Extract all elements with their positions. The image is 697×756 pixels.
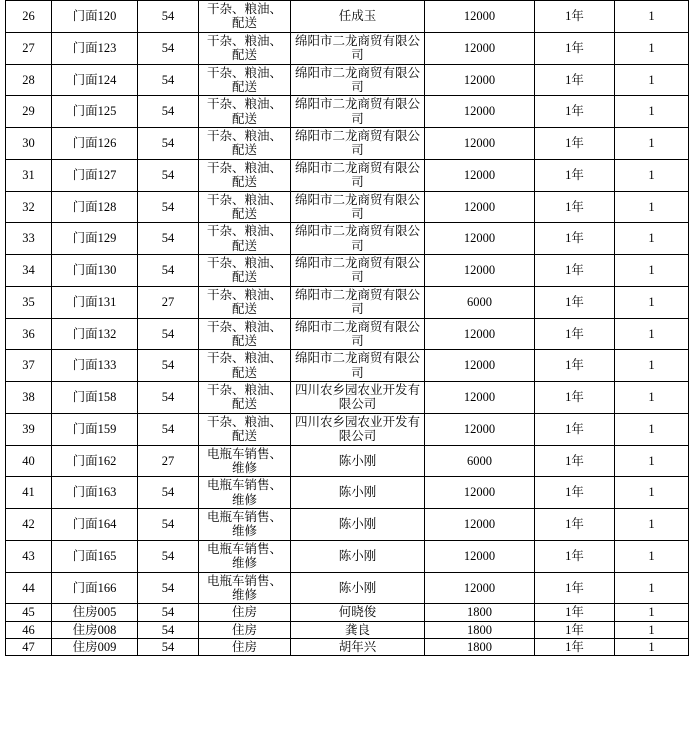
cell-idx: 39 — [6, 413, 52, 445]
table-row — [6, 286, 689, 318]
cell-usage: 干杂、粮油、配送 — [199, 128, 291, 160]
cell-tenant: 绵阳市二龙商贸有限公司 — [291, 32, 425, 64]
cell-idx: 34 — [6, 255, 52, 287]
cell-money: 12000 — [425, 572, 535, 604]
table-row — [6, 96, 689, 128]
cell-idx: 31 — [6, 159, 52, 191]
cell-tenant: 四川农乡园农业开发有限公司 — [291, 413, 425, 445]
cell-money: 12000 — [425, 318, 535, 350]
cell-term: 1年 — [535, 350, 615, 382]
cell-area: 54 — [138, 1, 199, 33]
cell-area: 54 — [138, 223, 199, 255]
cell-term: 1年 — [535, 159, 615, 191]
cell-money: 12000 — [425, 540, 535, 572]
cell-idx: 26 — [6, 1, 52, 33]
cell-usage: 干杂、粮油、配送 — [199, 96, 291, 128]
cell-count: 1 — [615, 477, 689, 509]
cell-name: 门面166 — [52, 572, 138, 604]
cell-count: 1 — [615, 445, 689, 477]
table-row — [6, 32, 689, 64]
cell-name: 门面159 — [52, 413, 138, 445]
cell-area: 54 — [138, 96, 199, 128]
cell-idx: 46 — [6, 621, 52, 638]
cell-idx: 45 — [6, 604, 52, 621]
cell-money: 12000 — [425, 382, 535, 414]
cell-money: 1800 — [425, 639, 535, 656]
cell-area: 54 — [138, 477, 199, 509]
cell-count: 1 — [615, 286, 689, 318]
cell-area: 54 — [138, 382, 199, 414]
cell-money: 12000 — [425, 1, 535, 33]
cell-usage: 电瓶车销售、维修 — [199, 509, 291, 541]
cell-term: 1年 — [535, 621, 615, 638]
cell-tenant: 陈小刚 — [291, 540, 425, 572]
cell-name: 门面131 — [52, 286, 138, 318]
cell-area: 54 — [138, 621, 199, 638]
cell-count: 1 — [615, 223, 689, 255]
table-row — [6, 639, 689, 656]
cell-count: 1 — [615, 413, 689, 445]
cell-area: 54 — [138, 318, 199, 350]
cell-usage: 电瓶车销售、维修 — [199, 572, 291, 604]
cell-money: 12000 — [425, 413, 535, 445]
cell-idx: 38 — [6, 382, 52, 414]
cell-area: 54 — [138, 509, 199, 541]
cell-money: 12000 — [425, 223, 535, 255]
cell-count: 1 — [615, 1, 689, 33]
cell-idx: 27 — [6, 32, 52, 64]
cell-area: 54 — [138, 255, 199, 287]
cell-usage: 干杂、粮油、配送 — [199, 382, 291, 414]
cell-name: 门面128 — [52, 191, 138, 223]
cell-idx: 28 — [6, 64, 52, 96]
cell-money: 12000 — [425, 477, 535, 509]
cell-area: 54 — [138, 639, 199, 656]
cell-money: 12000 — [425, 191, 535, 223]
cell-tenant: 何晓俊 — [291, 604, 425, 621]
cell-tenant: 绵阳市二龙商贸有限公司 — [291, 64, 425, 96]
cell-count: 1 — [615, 128, 689, 160]
lease-table — [5, 0, 689, 656]
cell-usage: 干杂、粮油、配送 — [199, 318, 291, 350]
cell-tenant: 陈小刚 — [291, 509, 425, 541]
cell-money: 1800 — [425, 621, 535, 638]
cell-area: 54 — [138, 540, 199, 572]
cell-money: 6000 — [425, 445, 535, 477]
table-row — [6, 509, 689, 541]
table-row — [6, 477, 689, 509]
cell-money: 12000 — [425, 350, 535, 382]
cell-name: 门面120 — [52, 1, 138, 33]
table-row — [6, 255, 689, 287]
cell-count: 1 — [615, 382, 689, 414]
cell-tenant: 绵阳市二龙商贸有限公司 — [291, 191, 425, 223]
cell-usage: 干杂、粮油、配送 — [199, 64, 291, 96]
cell-name: 门面132 — [52, 318, 138, 350]
cell-name: 门面133 — [52, 350, 138, 382]
cell-idx: 43 — [6, 540, 52, 572]
table-body — [6, 1, 689, 656]
cell-usage: 电瓶车销售、维修 — [199, 445, 291, 477]
cell-idx: 32 — [6, 191, 52, 223]
cell-term: 1年 — [535, 286, 615, 318]
cell-term: 1年 — [535, 540, 615, 572]
cell-area: 54 — [138, 572, 199, 604]
cell-money: 1800 — [425, 604, 535, 621]
cell-usage: 干杂、粮油、配送 — [199, 286, 291, 318]
cell-tenant: 绵阳市二龙商贸有限公司 — [291, 318, 425, 350]
cell-idx: 36 — [6, 318, 52, 350]
cell-term: 1年 — [535, 191, 615, 223]
cell-term: 1年 — [535, 382, 615, 414]
table-row — [6, 382, 689, 414]
cell-count: 1 — [615, 572, 689, 604]
cell-count: 1 — [615, 318, 689, 350]
cell-term: 1年 — [535, 413, 615, 445]
table-row — [6, 540, 689, 572]
cell-tenant: 绵阳市二龙商贸有限公司 — [291, 96, 425, 128]
cell-idx: 47 — [6, 639, 52, 656]
cell-area: 27 — [138, 286, 199, 318]
cell-idx: 33 — [6, 223, 52, 255]
cell-area: 54 — [138, 413, 199, 445]
cell-area: 54 — [138, 64, 199, 96]
cell-money: 12000 — [425, 509, 535, 541]
cell-usage: 干杂、粮油、配送 — [199, 223, 291, 255]
cell-count: 1 — [615, 255, 689, 287]
cell-money: 12000 — [425, 64, 535, 96]
table-row — [6, 1, 689, 33]
cell-name: 门面158 — [52, 382, 138, 414]
table-row — [6, 64, 689, 96]
cell-term: 1年 — [535, 509, 615, 541]
cell-count: 1 — [615, 159, 689, 191]
table-row — [6, 604, 689, 621]
cell-usage: 电瓶车销售、维修 — [199, 540, 291, 572]
cell-count: 1 — [615, 639, 689, 656]
cell-term: 1年 — [535, 223, 615, 255]
cell-tenant: 龚良 — [291, 621, 425, 638]
cell-name: 门面129 — [52, 223, 138, 255]
cell-usage: 住房 — [199, 639, 291, 656]
cell-tenant: 绵阳市二龙商贸有限公司 — [291, 159, 425, 191]
cell-area: 54 — [138, 128, 199, 160]
cell-idx: 41 — [6, 477, 52, 509]
cell-tenant: 任成玉 — [291, 1, 425, 33]
cell-idx: 37 — [6, 350, 52, 382]
cell-tenant: 绵阳市二龙商贸有限公司 — [291, 128, 425, 160]
cell-count: 1 — [615, 621, 689, 638]
table-row — [6, 350, 689, 382]
cell-count: 1 — [615, 96, 689, 128]
cell-name: 门面125 — [52, 96, 138, 128]
cell-term: 1年 — [535, 477, 615, 509]
table-row — [6, 572, 689, 604]
cell-term: 1年 — [535, 32, 615, 64]
cell-area: 54 — [138, 191, 199, 223]
table-row — [6, 621, 689, 638]
cell-tenant: 绵阳市二龙商贸有限公司 — [291, 223, 425, 255]
cell-name: 门面165 — [52, 540, 138, 572]
cell-name: 住房008 — [52, 621, 138, 638]
cell-area: 54 — [138, 32, 199, 64]
cell-money: 12000 — [425, 159, 535, 191]
cell-idx: 44 — [6, 572, 52, 604]
cell-usage: 干杂、粮油、配送 — [199, 255, 291, 287]
cell-area: 54 — [138, 350, 199, 382]
cell-idx: 29 — [6, 96, 52, 128]
cell-tenant: 绵阳市二龙商贸有限公司 — [291, 255, 425, 287]
cell-tenant: 胡年兴 — [291, 639, 425, 656]
cell-tenant: 绵阳市二龙商贸有限公司 — [291, 286, 425, 318]
cell-money: 12000 — [425, 96, 535, 128]
cell-term: 1年 — [535, 128, 615, 160]
cell-area: 27 — [138, 445, 199, 477]
cell-name: 门面126 — [52, 128, 138, 160]
cell-idx: 30 — [6, 128, 52, 160]
cell-tenant: 陈小刚 — [291, 477, 425, 509]
cell-name: 门面162 — [52, 445, 138, 477]
table-row — [6, 191, 689, 223]
cell-term: 1年 — [535, 1, 615, 33]
table-row — [6, 159, 689, 191]
cell-name: 门面163 — [52, 477, 138, 509]
cell-area: 54 — [138, 159, 199, 191]
cell-usage: 干杂、粮油、配送 — [199, 350, 291, 382]
table-row — [6, 445, 689, 477]
cell-usage: 干杂、粮油、配送 — [199, 413, 291, 445]
cell-money: 6000 — [425, 286, 535, 318]
cell-name: 门面127 — [52, 159, 138, 191]
table-row — [6, 413, 689, 445]
cell-idx: 42 — [6, 509, 52, 541]
table-row — [6, 318, 689, 350]
cell-money: 12000 — [425, 32, 535, 64]
cell-count: 1 — [615, 350, 689, 382]
cell-usage: 住房 — [199, 621, 291, 638]
cell-tenant: 陈小刚 — [291, 445, 425, 477]
cell-count: 1 — [615, 64, 689, 96]
cell-name: 门面124 — [52, 64, 138, 96]
cell-term: 1年 — [535, 445, 615, 477]
cell-term: 1年 — [535, 64, 615, 96]
cell-count: 1 — [615, 509, 689, 541]
table-row — [6, 223, 689, 255]
cell-idx: 35 — [6, 286, 52, 318]
cell-tenant: 绵阳市二龙商贸有限公司 — [291, 350, 425, 382]
cell-term: 1年 — [535, 255, 615, 287]
cell-term: 1年 — [535, 604, 615, 621]
cell-term: 1年 — [535, 639, 615, 656]
cell-usage: 电瓶车销售、维修 — [199, 477, 291, 509]
cell-money: 12000 — [425, 128, 535, 160]
cell-count: 1 — [615, 540, 689, 572]
table-row — [6, 128, 689, 160]
cell-name: 门面123 — [52, 32, 138, 64]
cell-tenant: 陈小刚 — [291, 572, 425, 604]
cell-name: 住房009 — [52, 639, 138, 656]
cell-name: 门面130 — [52, 255, 138, 287]
cell-idx: 40 — [6, 445, 52, 477]
cell-usage: 干杂、粮油、配送 — [199, 1, 291, 33]
cell-usage: 住房 — [199, 604, 291, 621]
cell-area: 54 — [138, 604, 199, 621]
cell-name: 住房005 — [52, 604, 138, 621]
cell-name: 门面164 — [52, 509, 138, 541]
cell-usage: 干杂、粮油、配送 — [199, 191, 291, 223]
cell-tenant: 四川农乡园农业开发有限公司 — [291, 382, 425, 414]
cell-count: 1 — [615, 191, 689, 223]
cell-count: 1 — [615, 32, 689, 64]
cell-usage: 干杂、粮油、配送 — [199, 32, 291, 64]
cell-term: 1年 — [535, 96, 615, 128]
cell-term: 1年 — [535, 572, 615, 604]
cell-usage: 干杂、粮油、配送 — [199, 159, 291, 191]
cell-money: 12000 — [425, 255, 535, 287]
cell-term: 1年 — [535, 318, 615, 350]
cell-count: 1 — [615, 604, 689, 621]
